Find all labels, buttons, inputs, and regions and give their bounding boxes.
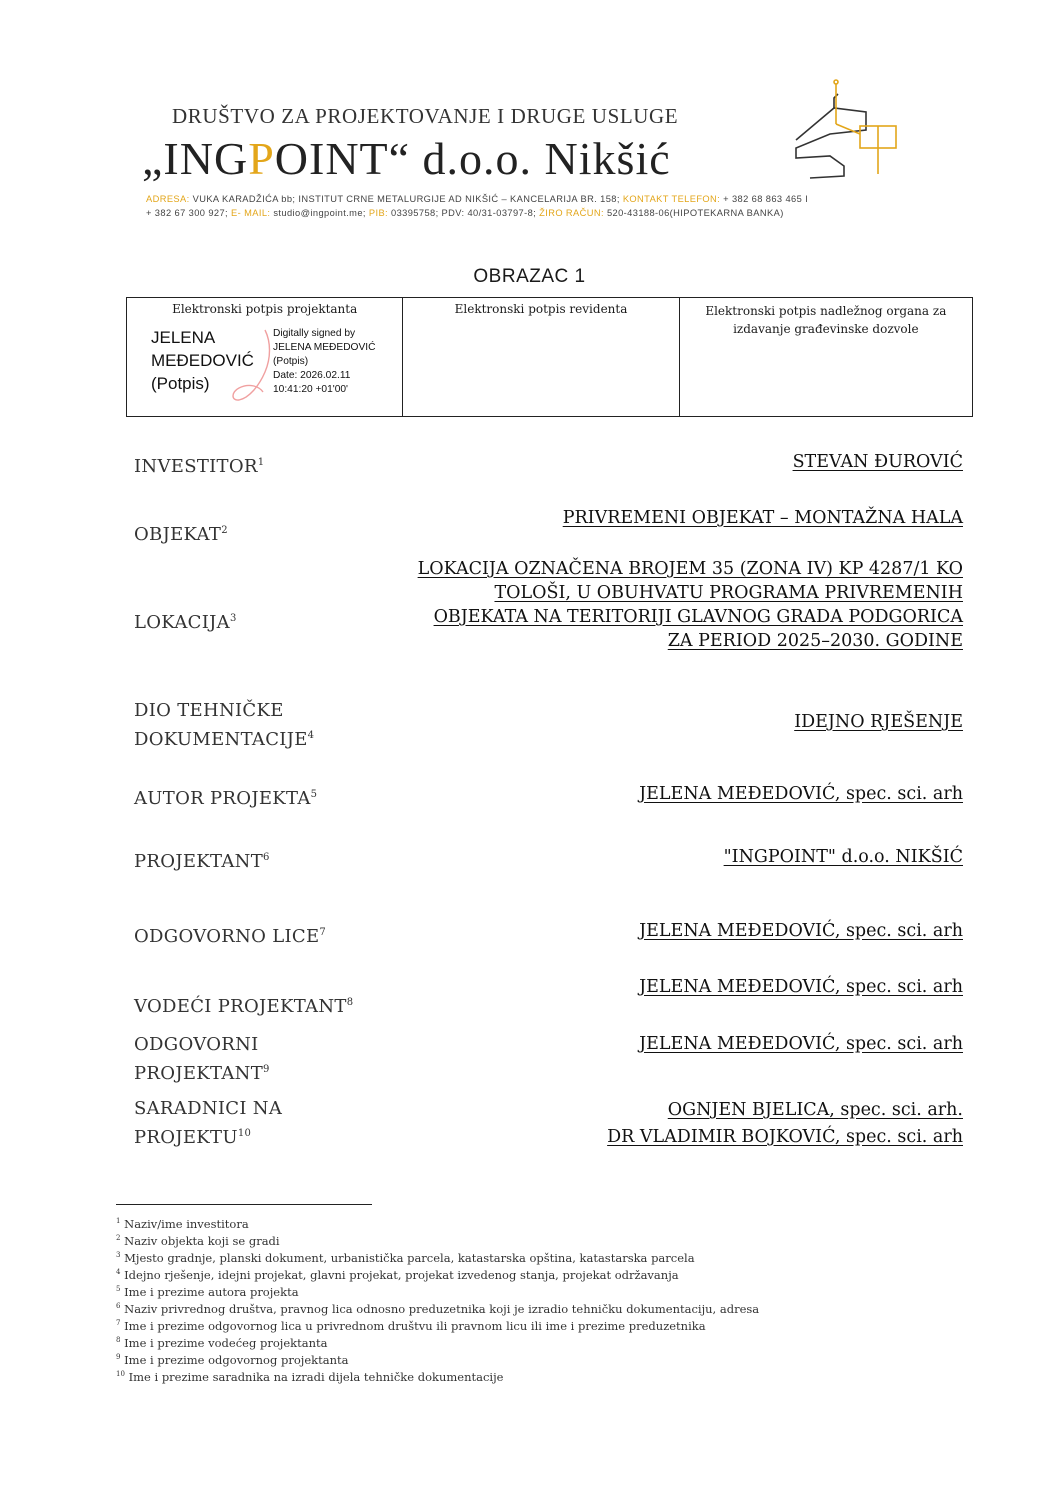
footnote-ref: 2: [221, 525, 228, 536]
designer-value: [724, 845, 963, 869]
footnote-number: 9: [116, 1353, 121, 1361]
value-line: JELENA MEĐEDOVIĆ, spec. sci. arh: [639, 1034, 963, 1054]
contact-line-1: [146, 194, 808, 204]
authority-signature-cell: [680, 298, 972, 416]
signature-detail-line: Date: 2026.02.11: [273, 370, 351, 381]
footnote-text: Ime i prezime vodećeg projektanta: [124, 1335, 328, 1350]
label-text: LOKACIJA: [134, 612, 230, 633]
investor-value: [793, 450, 963, 474]
label-text: AUTOR PROJEKTA: [134, 788, 311, 809]
value-line: OBJEKATA NA TERITORIJI GLAVNOG GRADA PODGORICA: [433, 607, 963, 627]
label-text: OBJEKAT: [134, 524, 222, 545]
documentation-part-value: [794, 710, 963, 734]
label-text: VODEĆI PROJEKTANT: [134, 996, 347, 1017]
phone: + 382 68 863 465 I: [723, 194, 809, 204]
collaborators-label: [134, 1096, 282, 1150]
footnote-number: 8: [116, 1336, 121, 1344]
footnote-number: 7: [116, 1319, 121, 1327]
form-title: OBRAZAC 1: [473, 266, 586, 287]
footnote-number: 1: [116, 1217, 121, 1225]
value-line: JELENA MEĐEDOVIĆ, spec. sci. arh: [639, 784, 963, 804]
label-text: PROJEKTANT: [134, 851, 263, 872]
company-logo-icon: [786, 78, 921, 206]
documentation-part-label: [134, 698, 314, 752]
account: 520-43188-06(HIPOTEKARNA BANKA): [606, 208, 784, 218]
responsible-person-label: [134, 920, 326, 949]
value-line: TOLOŠI, U OBUHVATU PROGRAMA PRIVREMENIH: [494, 583, 963, 603]
object-label: [134, 518, 228, 547]
footnote-number: 5: [116, 1285, 121, 1293]
company-name: [142, 132, 671, 185]
company-name-prefix: „ING: [142, 133, 249, 184]
responsible-person-value: [639, 919, 963, 943]
value-line: STEVAN ĐUROVIĆ: [792, 452, 963, 472]
address: VUKA KARADŽIĆA bb; INSTITUT CRNE METALURGIJE AD NIKŠIĆ – KANCELARIJA BR. 158;: [192, 194, 620, 204]
footnote-text: Ime i prezime odgovornog projektanta: [124, 1352, 349, 1367]
pib: 03395758; PDV: 40/31-03797-8;: [391, 208, 537, 218]
object-value: [563, 506, 963, 530]
signer-name-line: MEĐEDOVIĆ: [151, 351, 254, 370]
responsible-designer-label: [134, 1032, 270, 1086]
email-label: E- MAIL:: [231, 208, 271, 218]
value-line: OGNJEN BJELICA, spec. sci. arh.: [667, 1100, 963, 1120]
reviewer-signature-header: Elektronski potpis revidenta: [454, 302, 628, 316]
footnote-ref: 5: [310, 789, 318, 800]
footnote-number: 6: [116, 1302, 121, 1310]
lead-designer-value: [639, 975, 963, 999]
designer-signature-header: Elektronski potpis projektanta: [172, 302, 358, 316]
investor-label: [134, 450, 264, 479]
signature-table: [126, 297, 973, 417]
location-label: [134, 606, 237, 635]
company-type: DRUŠTVO ZA PROJEKTOVANJE I DRUGE USLUGE: [172, 104, 679, 128]
email: studio@ingpoint.me;: [273, 208, 366, 218]
label-text: PROJEKTANT: [134, 1063, 263, 1084]
signature-detail-line: JELENA MEĐEDOVIĆ: [273, 342, 376, 353]
contact-line-2: [146, 208, 784, 218]
label-text: ODGOVORNI: [134, 1034, 259, 1055]
footnote-ref: 3: [229, 613, 237, 624]
author-label: [134, 782, 317, 811]
designer-signature-cell: [127, 298, 403, 416]
value-line: IDEJNO RJEŠENJE: [794, 712, 963, 732]
designer-label: [134, 845, 270, 874]
footnote-text: Ime i prezime saradnika na izradi dijela tehničke dokumentacije: [128, 1369, 504, 1384]
footnote-text: Ime i prezime odgovornog lica u privrednom društvu ili pravnom licu ili ime i prezime preduzetnika: [124, 1318, 706, 1333]
signature-scribble-icon: [227, 328, 277, 403]
signature-detail-line: Digitally signed by: [273, 328, 356, 339]
footnote-number: 4: [116, 1268, 121, 1276]
label-text: DOKUMENTACIJE: [134, 729, 308, 750]
footnote-number: 10: [116, 1370, 125, 1378]
footnote-text: Idejno rješenje, idejni projekat, glavni projekat, projekat izvedenog stanja, projekat održavanja: [124, 1267, 679, 1282]
account-label: ŽIRO RAČUN:: [539, 208, 604, 218]
footnote-ref: 10: [237, 1128, 252, 1139]
footnote-text: Naziv privrednog društva, pravnog lica odnosno preduzetnika koji je izradio tehničku dokumentaciju, adresa: [124, 1301, 760, 1316]
value-line: JELENA MEĐEDOVIĆ, spec. sci. arh: [639, 977, 963, 997]
signer-name-line: JELENA: [151, 328, 216, 347]
value-line: LOKACIJA OZNAČENA BROJEM 35 (ZONA IV) KP 4287/1 KO: [417, 559, 963, 579]
footnote-ref: 9: [263, 1064, 270, 1075]
footnote-ref: 1: [257, 457, 265, 468]
label-text: DIO TEHNIČKE: [134, 700, 284, 721]
signature-detail-line: (Potpis): [273, 356, 309, 367]
label-text: SARADNICI NA: [134, 1098, 283, 1119]
reviewer-signature-cell: [403, 298, 679, 416]
phone-2: + 382 67 300 927;: [146, 208, 229, 218]
authority-signature-header: Elektronski potpis nadležnog organa za izdavanje građevinske dozvole: [705, 304, 947, 336]
lead-designer-label: [134, 990, 353, 1019]
value-line: PRIVREMENI OBJEKAT – MONTAŽNA HALA: [562, 508, 963, 528]
label-text: PROJEKTU: [134, 1127, 238, 1148]
pib-label: PIB:: [368, 208, 389, 218]
signature-details: [273, 327, 375, 397]
value-line: JELENA MEĐEDOVIĆ, spec. sci. arh: [639, 921, 963, 941]
value-line: "INGPOINT" d.o.o. NIKŠIĆ: [723, 847, 963, 867]
value-line: ZA PERIOD 2025–2030. GODINE: [667, 631, 963, 651]
location-value: [418, 557, 963, 653]
footnote-ref: 6: [263, 852, 270, 863]
collaborators-value: [607, 1097, 963, 1151]
company-name-accent: P: [248, 133, 275, 184]
signer-name-line: (Potpis): [151, 374, 210, 393]
company-name-suffix: OINT“ d.o.o. Nikšić: [274, 133, 671, 184]
footnote-ref: 7: [319, 927, 327, 938]
responsible-designer-value: [639, 1032, 963, 1056]
label-text: ODGOVORNO LICE: [134, 926, 320, 947]
footnote-text: Ime i prezime autora projekta: [124, 1284, 299, 1299]
label-text: INVESTITOR: [134, 456, 258, 477]
phone-label: KONTAKT TELEFON:: [622, 194, 721, 204]
footnote-number: 3: [116, 1251, 121, 1259]
signature-detail-line: 10:41:20 +01'00': [273, 384, 348, 395]
footnote-number: 2: [116, 1234, 121, 1242]
footnote-text: Naziv/ime investitora: [124, 1216, 249, 1231]
footnote-ref: 8: [346, 997, 354, 1008]
footnote-text: Naziv objekta koji se gradi: [124, 1233, 280, 1248]
footnote-divider: [116, 1204, 372, 1205]
footnote: [116, 1366, 503, 1386]
address-label: ADRESA:: [146, 194, 190, 204]
author-value: [639, 782, 963, 806]
value-line: DR VLADIMIR BOJKOVIĆ, spec. sci. arh: [607, 1127, 963, 1147]
footnote-text: Mjesto gradnje, planski dokument, urbanistička parcela, katastarska opština, katastarska parcela: [124, 1250, 695, 1265]
footnote-ref: 4: [307, 730, 315, 741]
